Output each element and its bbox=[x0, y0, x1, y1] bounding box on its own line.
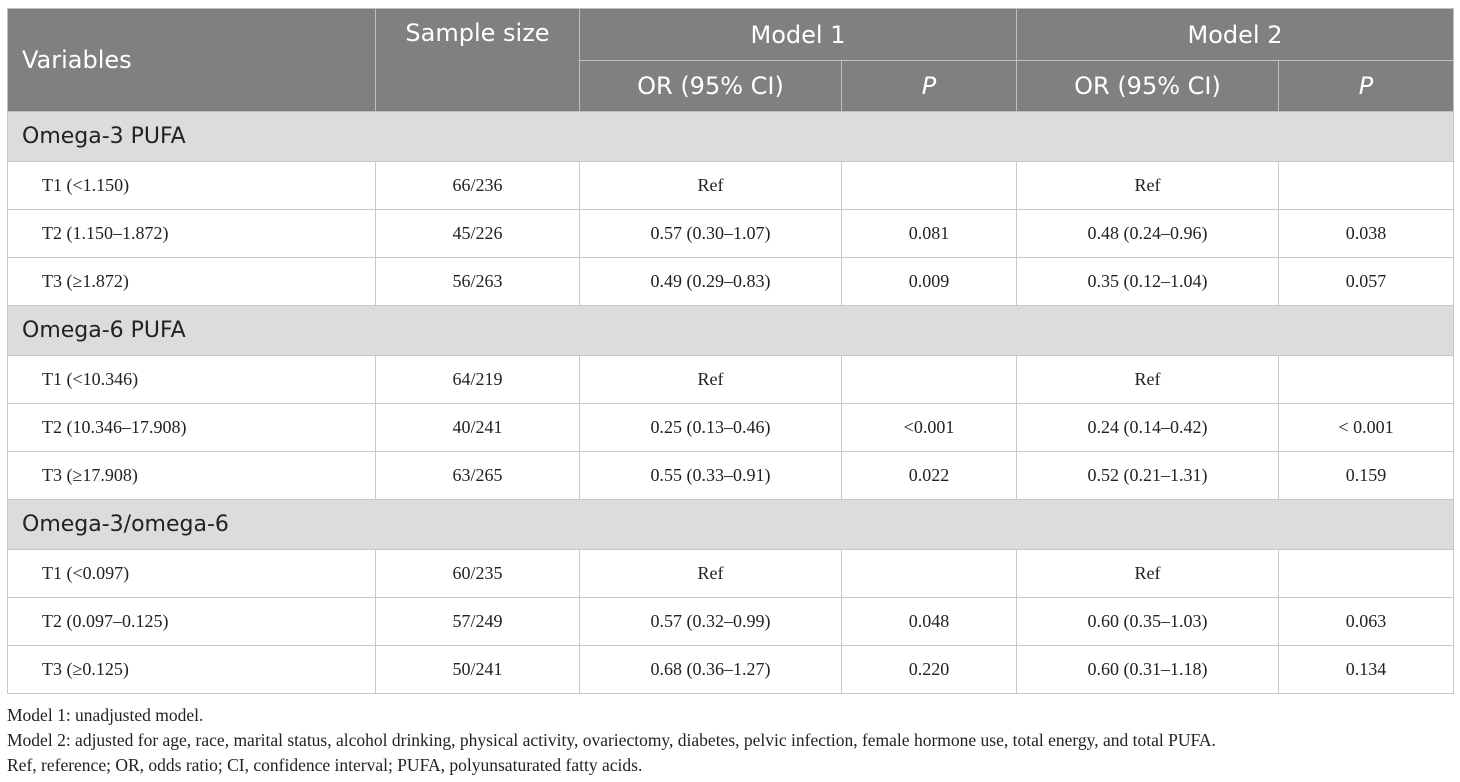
table-row bbox=[8, 356, 1454, 404]
results-table bbox=[7, 8, 1454, 694]
cell-model1-p bbox=[842, 550, 1017, 598]
cell-model2-or: 0.52 (0.21–1.31) bbox=[1017, 452, 1279, 500]
section-header-row bbox=[8, 306, 1454, 356]
cell-model2-p: 0.134 bbox=[1279, 646, 1454, 694]
cell-sample-size: 57/249 bbox=[376, 598, 580, 646]
cell-tertile-label: T3 (≥1.872) bbox=[8, 258, 376, 306]
table-row bbox=[8, 210, 1454, 258]
cell-model2-p: 0.057 bbox=[1279, 258, 1454, 306]
cell-model1-or: 0.49 (0.29–0.83) bbox=[580, 258, 842, 306]
cell-tertile-label: T3 (≥0.125) bbox=[8, 646, 376, 694]
cell-model2-or: 0.60 (0.35–1.03) bbox=[1017, 598, 1279, 646]
section-header-row bbox=[8, 112, 1454, 162]
cell-model1-or: 0.57 (0.32–0.99) bbox=[580, 598, 842, 646]
cell-sample-size: 66/236 bbox=[376, 162, 580, 210]
footnote-abbreviations: Ref, reference; OR, odds ratio; CI, confidence interval; PUFA, polyunsaturated fatty acids. bbox=[7, 755, 643, 775]
table-row bbox=[8, 550, 1454, 598]
cell-model2-or: Ref bbox=[1017, 356, 1279, 404]
cell-model1-or: 0.57 (0.30–1.07) bbox=[580, 210, 842, 258]
cell-model1-p: 0.022 bbox=[842, 452, 1017, 500]
cell-model1-or: 0.68 (0.36–1.27) bbox=[580, 646, 842, 694]
cell-model1-p: 0.220 bbox=[842, 646, 1017, 694]
cell-model1-or: Ref bbox=[580, 550, 842, 598]
cell-model1-or: Ref bbox=[580, 162, 842, 210]
cell-tertile-label: T2 (0.097–0.125) bbox=[8, 598, 376, 646]
cell-model2-or: Ref bbox=[1017, 162, 1279, 210]
table-row bbox=[8, 404, 1454, 452]
table-row bbox=[8, 452, 1454, 500]
header-sample-size: Sample size bbox=[376, 9, 580, 112]
cell-model2-or: 0.60 (0.31–1.18) bbox=[1017, 646, 1279, 694]
cell-model1-p: <0.001 bbox=[842, 404, 1017, 452]
cell-sample-size: 56/263 bbox=[376, 258, 580, 306]
cell-model2-p bbox=[1279, 550, 1454, 598]
cell-sample-size: 63/265 bbox=[376, 452, 580, 500]
table-row bbox=[8, 258, 1454, 306]
cell-model1-p: 0.081 bbox=[842, 210, 1017, 258]
cell-model1-p: 0.048 bbox=[842, 598, 1017, 646]
table-footnotes bbox=[7, 703, 1453, 778]
table-row bbox=[8, 162, 1454, 210]
cell-tertile-label: T2 (10.346–17.908) bbox=[8, 404, 376, 452]
cell-tertile-label: T1 (<1.150) bbox=[8, 162, 376, 210]
table-row bbox=[8, 598, 1454, 646]
cell-model2-p: < 0.001 bbox=[1279, 404, 1454, 452]
section-title: Omega-3/omega-6 bbox=[8, 500, 1454, 550]
cell-sample-size: 40/241 bbox=[376, 404, 580, 452]
header-model2-p: P bbox=[1279, 61, 1454, 112]
cell-sample-size: 45/226 bbox=[376, 210, 580, 258]
table-row bbox=[8, 646, 1454, 694]
header-model2-or: OR (95% CI) bbox=[1017, 61, 1279, 112]
section-title: Omega-6 PUFA bbox=[8, 306, 1454, 356]
header-model1-or: OR (95% CI) bbox=[580, 61, 842, 112]
table-header bbox=[8, 9, 1454, 112]
cell-model2-or: Ref bbox=[1017, 550, 1279, 598]
cell-model1-or: 0.25 (0.13–0.46) bbox=[580, 404, 842, 452]
footnote-model-2: Model 2: adjusted for age, race, marital status, alcohol drinking, physical activity, ovariectomy, diabetes, pelvic infection, female hormone use, total energy, and total PUFA. bbox=[7, 730, 1216, 750]
cell-model1-p: 0.009 bbox=[842, 258, 1017, 306]
cell-tertile-label: T1 (<10.346) bbox=[8, 356, 376, 404]
cell-model1-p bbox=[842, 356, 1017, 404]
cell-tertile-label: T2 (1.150–1.872) bbox=[8, 210, 376, 258]
section-header-row bbox=[8, 500, 1454, 550]
cell-model1-p bbox=[842, 162, 1017, 210]
header-model1-p: P bbox=[842, 61, 1017, 112]
cell-sample-size: 50/241 bbox=[376, 646, 580, 694]
results-table-container bbox=[7, 8, 1453, 694]
cell-tertile-label: T1 (<0.097) bbox=[8, 550, 376, 598]
cell-model2-or: 0.48 (0.24–0.96) bbox=[1017, 210, 1279, 258]
cell-sample-size: 64/219 bbox=[376, 356, 580, 404]
cell-model2-or: 0.24 (0.14–0.42) bbox=[1017, 404, 1279, 452]
section-title: Omega-3 PUFA bbox=[8, 112, 1454, 162]
cell-sample-size: 60/235 bbox=[376, 550, 580, 598]
header-model-1: Model 1 bbox=[580, 9, 1017, 61]
cell-model2-p bbox=[1279, 356, 1454, 404]
cell-model2-p: 0.063 bbox=[1279, 598, 1454, 646]
header-model-2: Model 2 bbox=[1017, 9, 1454, 61]
cell-model2-p bbox=[1279, 162, 1454, 210]
cell-model2-or: 0.35 (0.12–1.04) bbox=[1017, 258, 1279, 306]
cell-tertile-label: T3 (≥17.908) bbox=[8, 452, 376, 500]
footnote-model-1: Model 1: unadjusted model. bbox=[7, 705, 204, 725]
cell-model1-or: 0.55 (0.33–0.91) bbox=[580, 452, 842, 500]
table-body bbox=[8, 112, 1454, 694]
cell-model2-p: 0.038 bbox=[1279, 210, 1454, 258]
cell-model2-p: 0.159 bbox=[1279, 452, 1454, 500]
header-variables: Variables bbox=[8, 9, 376, 112]
cell-model1-or: Ref bbox=[580, 356, 842, 404]
